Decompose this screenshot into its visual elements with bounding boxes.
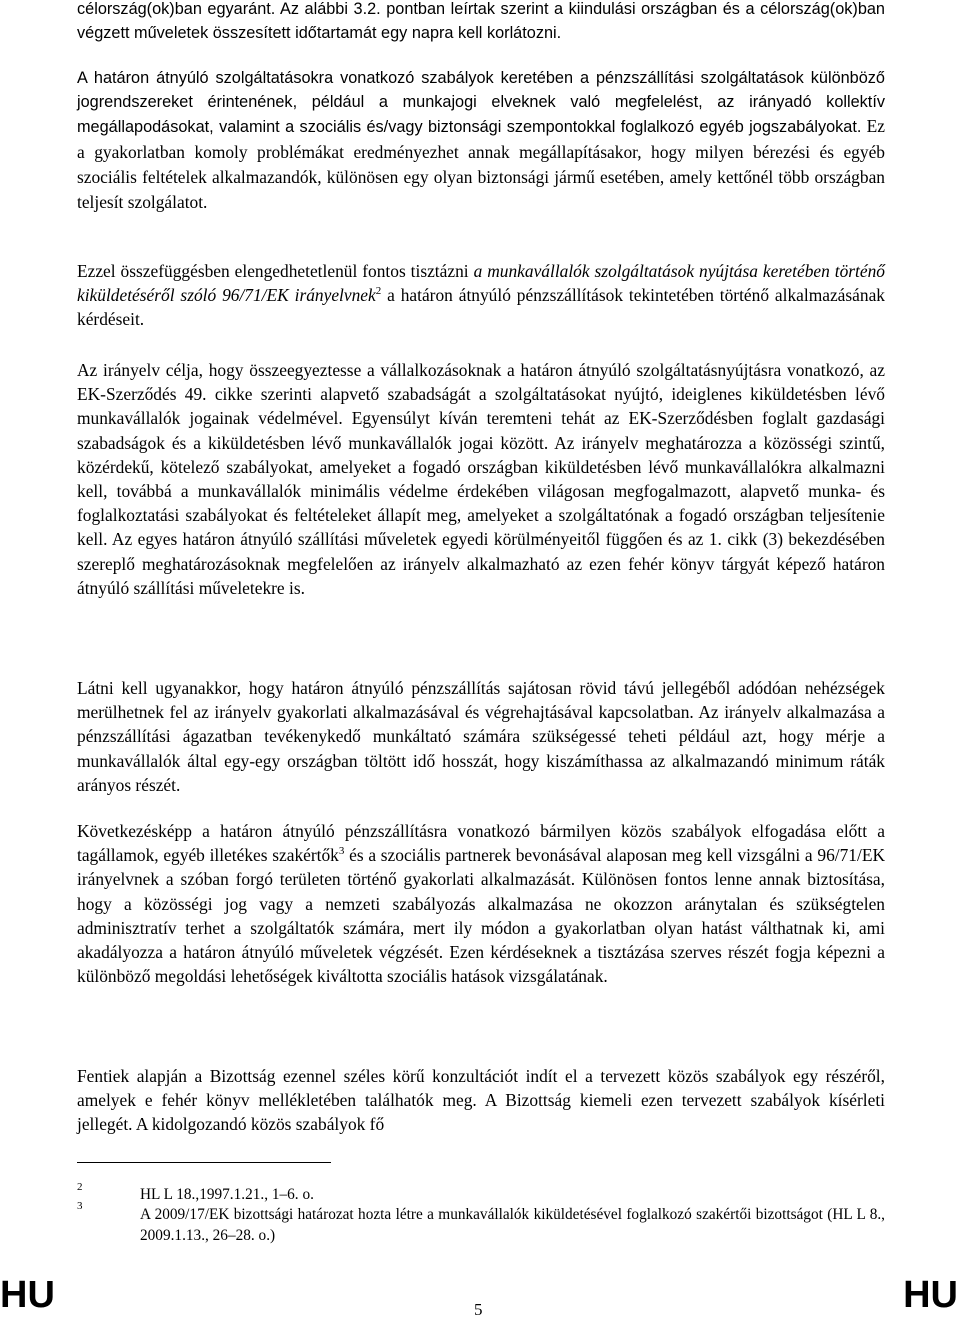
paragraph-3: Az irányelv célja, hogy összeegyeztesse a vállalkozásoknak a határon átnyúló szolgáltatásnyújtásra vonatkozó, az EK-Szerződés 49. cikke szerinti alapvető szabadságát a szolgáltatásokat nyújtó, ideiglenes kiküldetésben lévő munkavállalók jogainak védelmével. Egyensúlyt kíván teremteni tehát az EK-Szerződésben foglalt gazdasági szabadságok és a kiküldetésben lévő munkavállalók jogai között. Az irányelv meghatározza a közösségi szintű, közérdekű, kötelező szabályokat, amelyeket a fogadó országban kiküldetésben lévő munkavállalókra alkalmazni kell, továbbá a munkavállalók minimális védelme érdekében világosan megfogalmazott, alapvető munka- és foglalkoztatási szabályokat és feltételeket állapít meg, amelyeket a szolgáltatónak a fogadó országban teljesítenie kell. Az egyes határon átnyúló szállítási műveletek egyedi körülményeitől függően és az 1. cikk (3) bekezdésében szereplő meghatározásoknak megfelelően az irányelv alkalmazható az ezen fehér könyv tárgyát képező határon átnyúló szállítási műveletekre is.	[77, 360, 885, 598]
paragraph-0: célország(ok)ban egyaránt. Az alábbi 3.2. pontban leírtak szerint a kiindulási országban és a célország(ok)ban végzett műveletek összesített időtartamát egy napra kell korlátozni.	[77, 0, 885, 43]
footnote-number: 2	[77, 1181, 83, 1193]
footnote-text: HL L 18.,1997.1.21., 1–6. o.	[140, 1186, 314, 1203]
language-code-left: HU	[0, 1274, 55, 1316]
paragraph-1	[77, 66, 885, 215]
paragraph-2-part-c: a határon átnyúló pénzszállítások tekintetében történő alkalmazásának kérdéseit.	[77, 285, 885, 330]
paragraph-2	[77, 259, 885, 332]
paragraph-6: Fentiek alapján a Bizottság ezennel széles körű konzultációt indít el a tervezett közös szabályok egy részéről, amelyek e fehér könyv mellékletében találhatók meg. A Bizottság kiemeli ezen tervezett szabályok kísérleti jellegét. A kidolgozandó közös szabályok fő	[77, 1066, 885, 1135]
paragraph-5-part-b: és a szociális partnerek bevonásával alaposan meg kell vizsgálni a 96/71/EK irányelvnek a szóban forgó területen történő gyakorlati alkalmazását. Különösen fontos lenne annak biztosítása, hogy a közösségi jog vagy a nemzeti szabályozás alkalmazása ne okozzon aránytalan és szükségtelen adminisztratív terhet a szolgáltatók számára, mert ily módon a gyakorlatban olyan hatást válthatnak ki, ami akadályozza a határon átnyúló műveletek végzését. Ezen kérdéseknek a tisztázása szerves részét fogja képezni a különböző megoldási lehetőségek kiváltotta szociális hatások vizsgálatának.	[77, 845, 886, 987]
page-number: 5	[474, 1300, 483, 1319]
paragraph-4: Látni kell ugyanakkor, hogy határon átnyúló pénzszállítás sajátosan rövid távú jellegéből adódóan nehézségek merülhetnek fel az irányelv gyakorlati alkalmazásával és végrehajtásával kapcsolatban. Az irányelv alkalmazása a pénzszállítási ágazatban tevékenykedő munkáltató számára szükségessé teheti például azt, hogy mérje a munkavállalók által egy-egy országban töltött idő hosszát, hogy kiszámíthassa az alkalmazandó minimum ráták arányos részét.	[77, 678, 885, 795]
footnote-number: 3	[77, 1200, 83, 1212]
paragraph-5	[77, 819, 885, 988]
footnote-ref-3[interactable]: 3	[338, 845, 345, 858]
language-code-right: HU	[903, 1274, 958, 1316]
footnote-ref-2[interactable]: 2	[375, 285, 382, 298]
footnote-text: A 2009/17/EK bizottsági határozat hozta létre a munkavállalók kiküldetésével foglalkozó szakértői bizottságot (HL L 8., 2009.1.13., 26–28. o.)	[140, 1206, 885, 1244]
directive-title: a munkavállalók szolgáltatások nyújtása keretében történő kiküldetéséről szóló 96/71/EK irányelvnek	[77, 261, 885, 306]
paragraph-2-part-a: Ezzel összefüggésben elengedhetetlenül fontos tisztázni	[77, 261, 474, 281]
paragraph-5-part-a: Következésképp a határon átnyúló pénzszállításra vonatkozó bármilyen közös szabályok elfogadása előtt a tagállamok, egyéb illetékes szakértők	[77, 821, 885, 866]
footnote-separator	[77, 1162, 331, 1163]
paragraph-1-part-b: Ez a gyakorlatban komoly problémákat eredményezhet annak megállapításakor, hogy milyen bérezési és egyéb szociális feltételek alkalmazandók, különösen egy olyan biztonsági jármű esetében, amely kettőnél több országban teljesít szolgálatot.	[77, 116, 885, 213]
paragraph-1-part-a: A határon átnyúló szolgáltatásokra vonatkozó szabályok keretében a pénzszállítási szolgáltatások különböző jogrendszereket érintenének, például a munkajogi elveknek való megfelelést, az irányadó kollektív megállapodásokat, valamint a szociális és/vagy biztonsági szempontokkal foglalkozó egyéb jogszabályokat.	[77, 69, 885, 137]
